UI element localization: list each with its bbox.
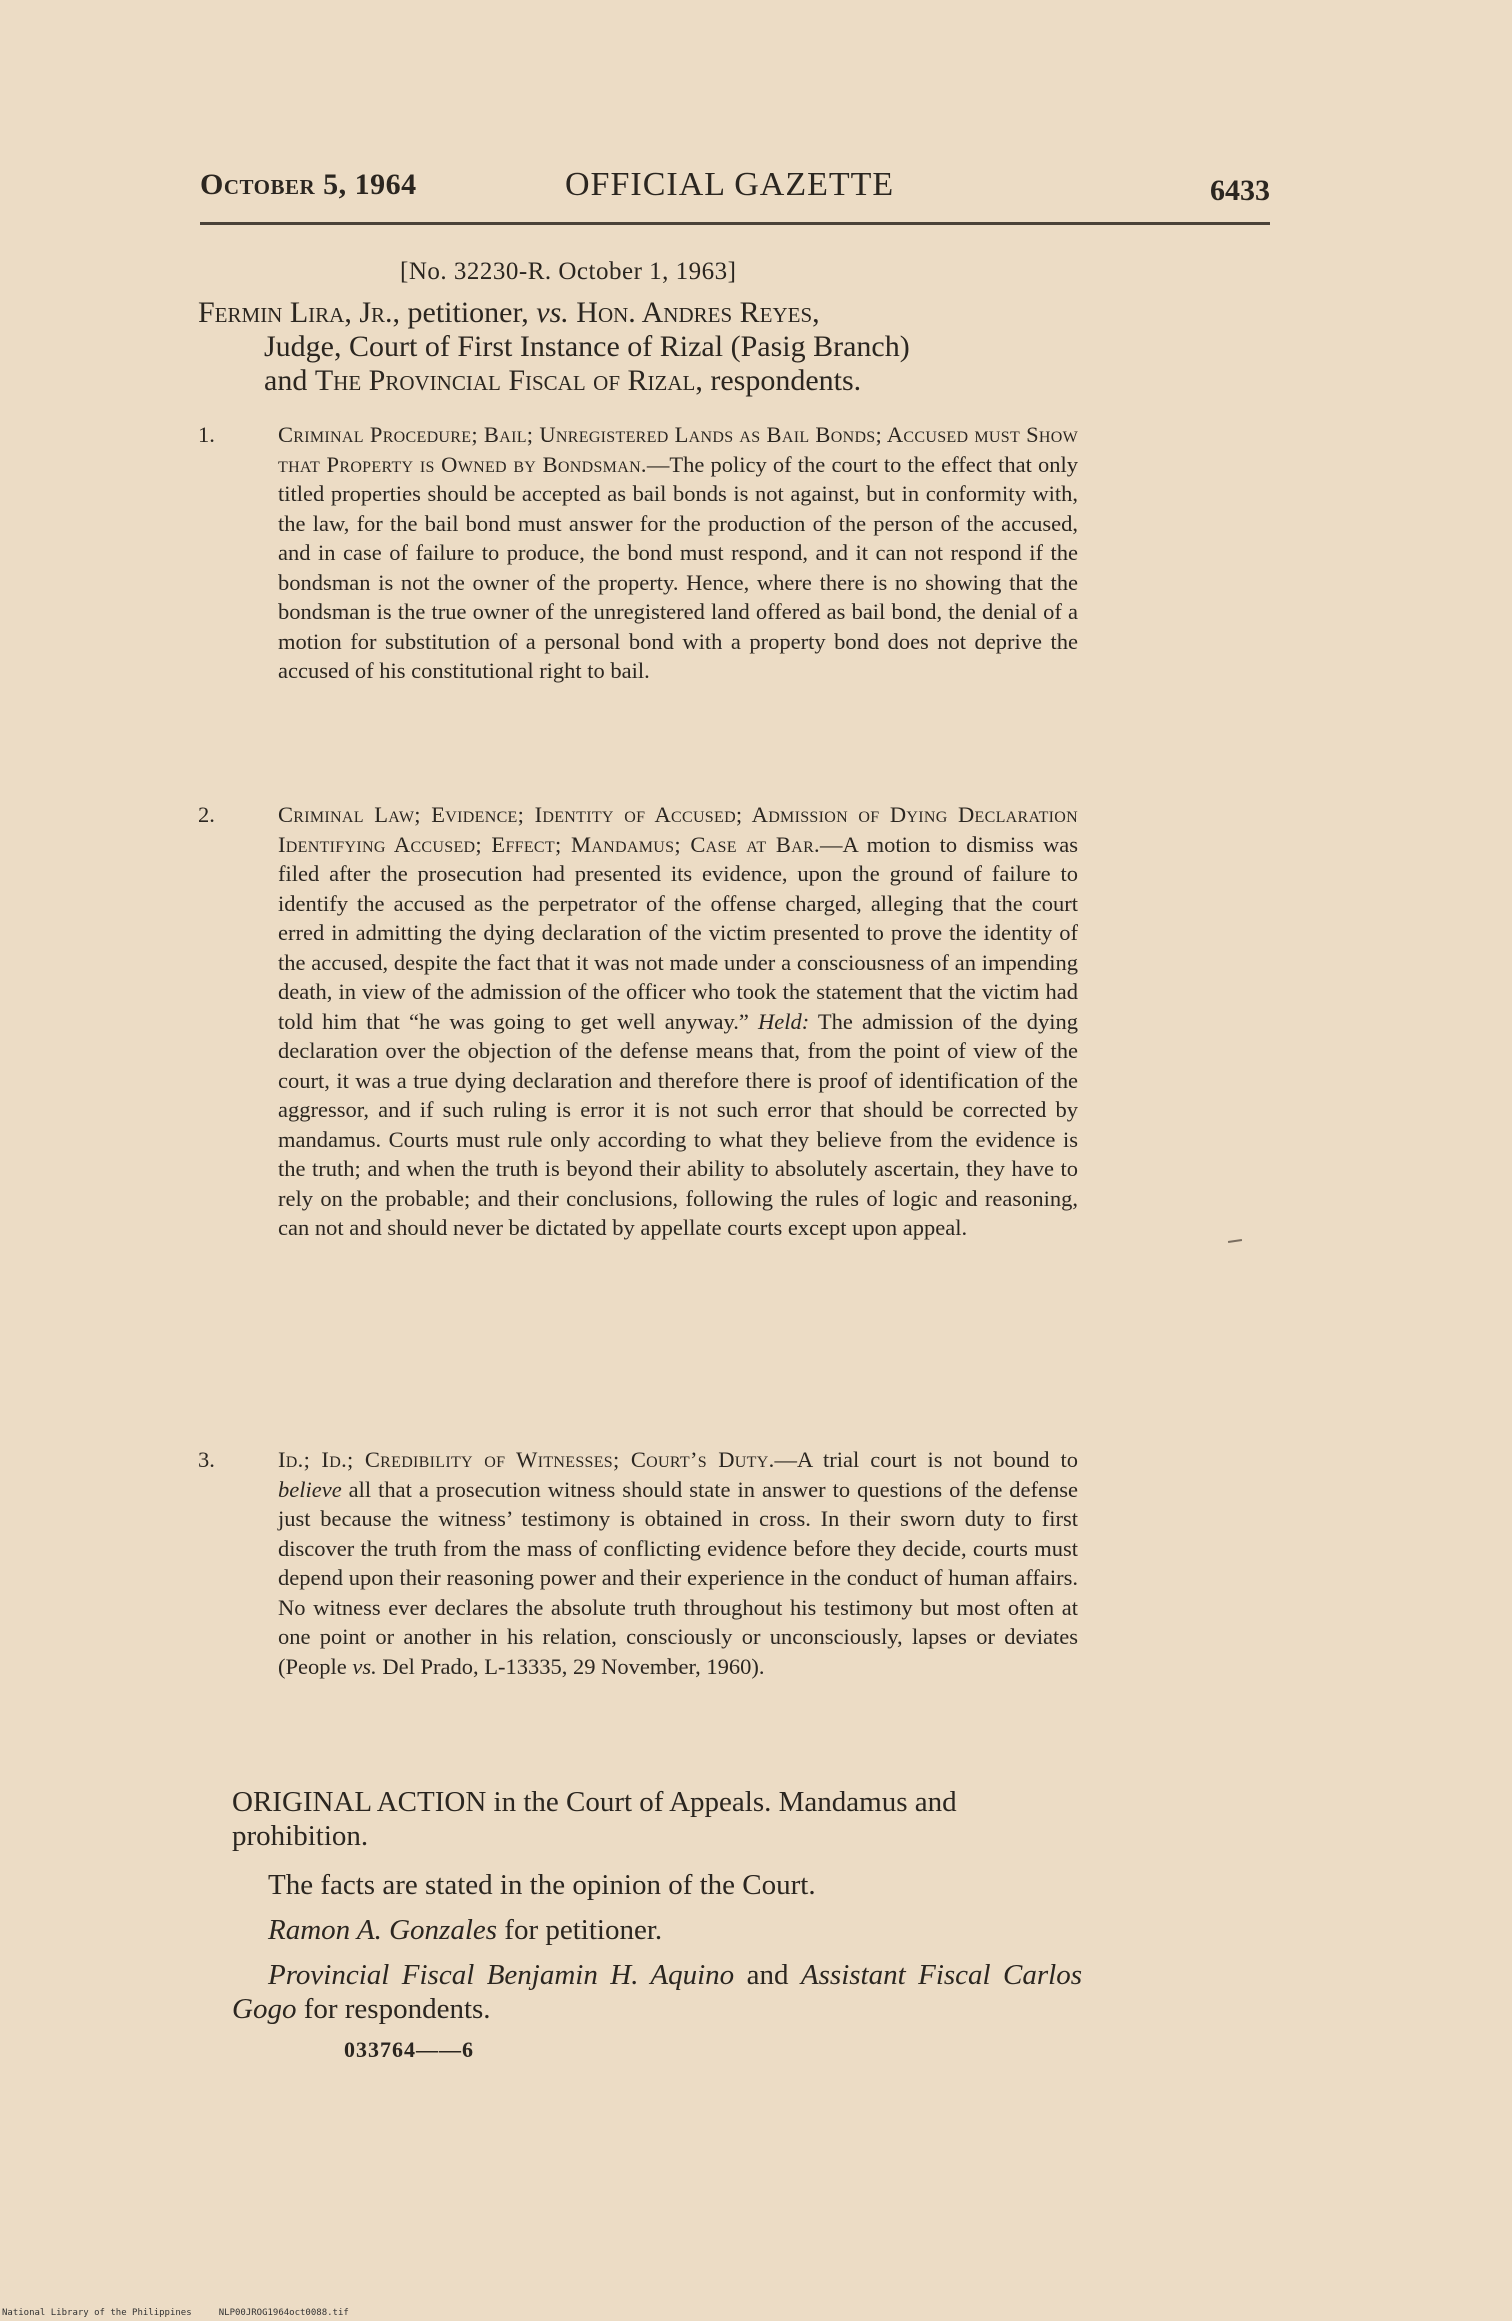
header-rule	[200, 222, 1270, 225]
counsel-name: Assistant Fiscal Carlos Gogo	[232, 1959, 1082, 2025]
case-number: [No. 32230-R. October 1, 1963]	[400, 258, 737, 285]
page-header	[200, 168, 1270, 218]
counsel-role: for respondents.	[296, 1993, 491, 2025]
page-number: 6433	[1210, 174, 1270, 207]
counsel-respondents	[232, 1958, 1082, 2026]
syllabus-item	[198, 800, 1078, 1243]
syllabus-text: —A motion to dismiss was filed after the prosecution had presented its evidence, upon the ground of failure to identify the accused as the perpetrator of the offense charged, alleging that the court erred in admitting the dying declaration of the victim presented to prove the identity of the accused, despite the fact that it was not made under a consciousness of an impending death, in view of the admission of the officer who took the statement that the victim had told him that “he was going to get well anyway.”	[278, 831, 1078, 1034]
syllabus-text: —A trial court is not bound to	[774, 1447, 1079, 1472]
scan-mark	[1228, 1239, 1242, 1243]
syllabus-item	[198, 1445, 1078, 1681]
syllabus-number: 1.	[198, 422, 215, 447]
syllabus-heading: Id.; Id.; Credibility of Witnesses; Court’s Duty.	[278, 1447, 775, 1472]
respondent-name: Hon. Andres Reyes,	[576, 296, 820, 329]
facts-statement: The facts are stated in the opinion of the Court.	[268, 1869, 816, 1901]
syllabus-heading: Criminal Law; Evidence; Identity of Accused; Admission of Dying Declaration Identifying Accused; Effect; Mandamus; Case at Bar.	[278, 802, 1078, 857]
respondent-court: Judge, Court of First Instance of Rizal (Pasig Branch)	[264, 330, 910, 363]
syllabus-item	[198, 420, 1078, 686]
scan-footer: National Library of the Philippines NLP00JROG1964oct0088.tif	[2, 2308, 349, 2318]
counsel-name: Ramon A. Gonzales	[268, 1914, 498, 1946]
syllabus-text-held: The admission of the dying declaration over the objection of the defense means that, from the point of view of the court, it was a true dying declaration and therefore there is proof of identification of the aggressor, and if such ruling is error it is not such error that should be corrected by mandamus. Courts must rule only according to what they believe from the evidence is the truth; and when the truth is beyond their ability to absolutely ascertain, they have to rely on the probable; and their conclusions, following the rules of logic and reasoning, can not and should never be dictated by appellate courts except upon appeal.	[278, 1008, 1079, 1240]
syllabus-heading: Criminal Procedure; Bail; Unregistered Lands as Bail Bonds; Accused must Show that Property is Owned by Bondsman.	[278, 422, 1078, 477]
counsel-conjunction: and	[734, 1959, 801, 1991]
citation: Del Prado, L-13335, 29 November, 1960).	[376, 1653, 765, 1679]
syllabus-number: 3.	[198, 1447, 215, 1472]
counsel-role: for petitioner.	[497, 1914, 663, 1946]
held-label: Held:	[758, 1008, 810, 1034]
syllabus-number: 2.	[198, 802, 215, 827]
caption-and: and	[264, 364, 315, 397]
syllabus-text: —The policy of the court to the effect that only titled properties should be accepted as bail bonds is not against, but in conformity with, the law, for the bail bond must answer for the production of the person of the accused, and in case of failure to produce, the bond must respond, and it can not respond if the bondsman is not the owner of the property. Hence, where there is no showing that the bondsman is the true owner of the unregistered land offered as bail bond, the denial of a motion for substitution of a personal bond with a property bond does not deprive the accused of his constitutional right to bail.	[278, 451, 1078, 683]
publication-title: OFFICIAL GAZETTE	[565, 166, 895, 203]
counsel-name: Provincial Fiscal Benjamin H. Aquino	[268, 1959, 735, 1991]
print-code: 033764——6	[344, 2037, 474, 2062]
syllabus-text-cont: all that a prosecution witness should state in answer to questions of the defense just because the witness’ testimony is obtained in cross. In their sworn duty to first discover the truth from the mass of conflicting evidence before they decide, courts must depend upon their reasoning power and their experience in the conduct of human affairs. No witness ever declares the absolute truth throughout his testimony but most often at one point or another in his relation, consciously or unconsciously, lapses or deviates (People	[278, 1476, 1078, 1679]
citation-versus: vs.	[352, 1653, 377, 1679]
petitioner-name: Fermin Lira, Jr.	[198, 296, 393, 329]
versus: vs.	[536, 296, 569, 329]
petitioner-role: , petitioner,	[392, 296, 529, 329]
second-respondent: The Provincial Fiscal of Rizal	[314, 364, 696, 397]
counsel-petitioner	[268, 1913, 662, 1947]
emphasis-believe: believe	[278, 1476, 342, 1502]
respondents-role: , respondents.	[695, 364, 862, 397]
issue-date: October 5, 1964	[200, 168, 417, 201]
original-action: ORIGINAL ACTION in the Court of Appeals. Mandamus and prohibition.	[232, 1786, 957, 1852]
case-caption	[198, 296, 1088, 398]
